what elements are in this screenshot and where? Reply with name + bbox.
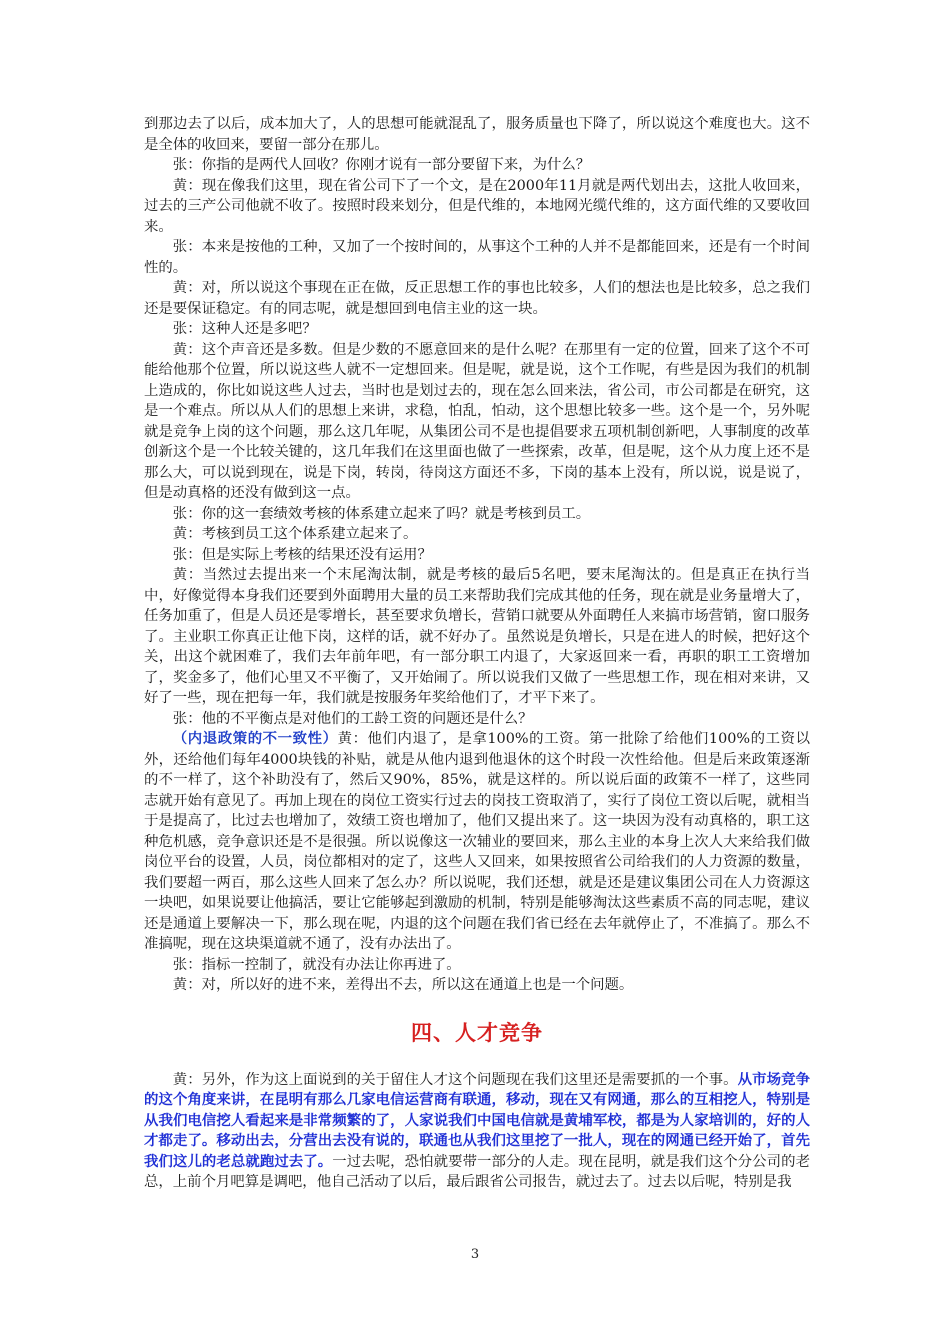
emphasized-text: 从市场竞争的这个角度来讲，在昆明有那么几家电信运营商有联通，移动，现在又有网通，那么的互相挖人，特别是从我们电信挖人看起来是非常频繁的了，人家说我们中国电信就是黄埔军校，都是为人家培训的，好的人才都走了。移动出去，分营出去没有说的，联通也从我们这里挖了一批人，现在的网通已经开始了，首先我们这儿的老总就跑过去了。 [144, 1070, 810, 1170]
paragraph: 黄：对，所以说这个事现在正在做，反正思想工作的事也比较多，人们的想法也是比较多，总之我们还是要保证稳定。有的同志呢，就是想回到电信主业的这一块。 [144, 280, 810, 317]
annotated-paragraph-text: 黄：他们内退了，是拿100%的工资。第一批除了给他们100%的工资以外，还给他们每年4000块钱的补贴，就是从他内退到他退休的这个时段一次性给他。但是后来政策逐渐的不一样了，这个补助没有了，然后又90%，85%，就是这样的。所以说后面的政策不一样了，这些同志就开始有意见了。再加上现在的岗位工资实行过去的岗技工资取消了，实行了岗位工资以后呢，就相当于是提高了，比过去也增加了，效绩工资也增加了，他们又提出来了。这一块因为没有动真格的，职工这种危机感，竞争意识还是不是很强。所以说像这一次辅业的要回来，那么主业的本身上次人大来给我们做岗位平台的设置，人员，岗位都相对的定了，这些人又回来，如果按照省公司给我们的人力资源的数量，我们要超一两百，那么这些人回来了怎么办？所以说呢，我们还想，就是还是建议集团公司在人力资源这一块吧，如果说要让他搞活，要让它能够起到激励的机制，特别是能够淘汰这些素质不高的同志呢，建议还是通道上要解决一下，那么现在呢，内退的这个问题在我们省已经在去年就停止了，不准搞了。那么不准搞呢，现在这块渠道就不通了，没有办法出了。 [144, 731, 810, 952]
paragraph-tail: 一过去呢，恐怕就要带一部分的人走。现在昆明，就是我们这个分公司的老总，上前个月吧算是调吧，他自己活动了以后，最后跟省公司报告，就过去了。过去以后呢，特别是我 [144, 1153, 810, 1190]
paragraph: 黄：对，所以好的进不来，差得出不去，所以这在通道上也是一个问题。 [172, 977, 634, 993]
paragraph-continuation: 到那边去了以后，成本加大了，人的思想可能就混乱了，服务质量也下降了，所以说这个难度也大。这不是全体的收回来，要留一部分在那儿。 [144, 116, 810, 153]
paragraph: 张：他的不平衡点是对他们的工龄工资的问题还是什么？ [172, 710, 533, 727]
page-number: 3 [470, 1247, 480, 1262]
paragraph: 黄：考核到员工这个体系建立起来了。 [172, 526, 418, 542]
highlighted-paragraph [144, 1070, 810, 1193]
document-body [144, 114, 810, 1193]
section-heading: 四、人才竞争 [411, 1020, 543, 1045]
annotated-paragraph [144, 729, 810, 955]
paragraph: 张：这种人还是多吧？ [172, 321, 317, 337]
paragraph: 黄：当然过去提出来一个末尾淘汰制，就是考核的最后5名吧，要末尾淘汰的。但是真正在执行当中，好像觉得本身我们还要到外面聘用大量的员工来帮助我们完成其他的任务，现在就是业务量增大了，任务加重了，但是人员还是零增长，甚至要求负增长，营销口就要从外面聘任人来搞市场营销，窗口服务了。主业职工你真正让他下岗，这样的话，就不好办了。虽然说是负增长，只是在进人的时候，把好这个关，出这个就困难了，我们去年前年吧，有一部分职工内退了，大家返回来一看，再职的职工工资增加了，奖金多了，他们心里又不平衡了，又开始闹了。所以说我们又做了一些思想工作，现在相对来讲，又好了一些，现在把每一年，我们就是按服务年奖给他们了，才平下来了。 [144, 567, 810, 706]
paragraph: 张：你指的是两代人回收？你刚才说有一部分要留下来，为什么？ [172, 157, 591, 173]
paragraph-intro: 黄：另外，作为这上面说到的关于留住人才这个问题现在我们这里还是需要抓的一个事。 [172, 1071, 738, 1088]
paragraph: 张：指标一控制了，就没有办法让你再进了。 [172, 956, 461, 973]
margin-note-label: （内退政策的不一致性） [172, 730, 338, 747]
paragraph: 张：但是实际上考核的结果还没有运用？ [172, 546, 432, 563]
paragraph: 张：本来是按他的工种，又加了一个按时间的，从事这个工种的人并不是都能回来，还是有一个时间性的。 [144, 239, 810, 276]
paragraph: 张：你的这一套绩效考核的体系建立起来了吗？就是考核到员工。 [172, 505, 591, 522]
paragraph: 黄：这个声音还是多数。但是少数的不愿意回来的是什么呢？在那里有一定的位置，回来了这个不可能给他那个位置，所以说这些人就不一定想回来。但是呢，就是说，这个工作呢，有些是因为我们的机制上造成的，你比如说这些人过去，当时也是划过去的，现在怎么回来法，省公司，市公司都是在研究，这是一个难点。所以从人们的思想上来讲，求稳，怕乱，怕动，这个思想比较多一些。这个是一个，另外呢就是竞争上岗的这个问题，那么这几年呢，从集团公司不是也提倡要求五项机制创新吧，人事制度的改革创新这个是一个比较关键的，这几年我们在这里面也做了一些探索，改革，但是呢，这个从力度上还不是那么大，可以说到现在，说是下岗，转岗，待岗这方面还不多，下岗的基本上没有，所以说，说是说了，但是动真格的还没有做到这一点。 [144, 341, 810, 501]
paragraph: 黄：现在像我们这里，现在省公司下了一个文，是在2000年11月就是两代划出去，这批人收回来，过去的三产公司他就不收了。按照时段来划分，但是代维的，本地网光缆代维的，这方面代维的又要收回来。 [144, 177, 810, 235]
